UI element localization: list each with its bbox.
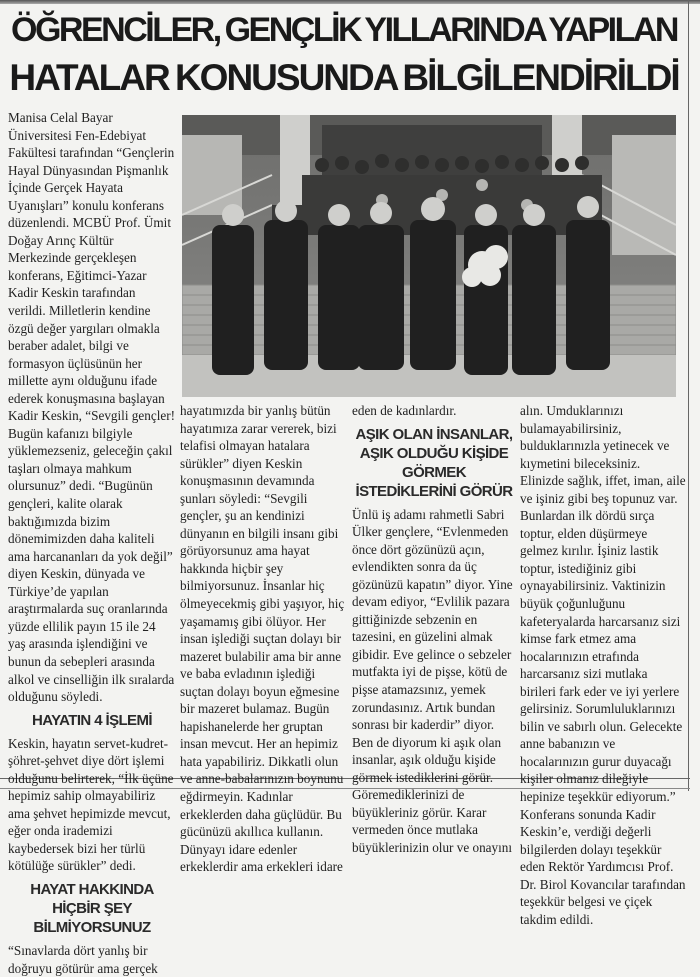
group-photo-icon [182, 115, 676, 397]
paragraph-exams: “Sınavlarda dört yanlış bir doğruyu götürür ama gerçek [8, 942, 158, 976]
headline-line-2: HATALAR KONUSUNDA BİLGİLENDİRİLDİ [9, 57, 679, 98]
article-column-2 [180, 402, 346, 876]
right-column-rule [688, 0, 689, 791]
paragraph-four-operations: Keskin, hayatın servet-kudret-şöhret-şehvet diye dört işlemi olduğunu belirterek, “İlk üçüne hepimiz sahip olmayabiliriz ama şehvet hepimizde mevcut, eğer onda irademizi kaybedersek bizi her türlü kötülüğe sürükler” dedi. [8, 735, 174, 874]
article-column-4 [520, 402, 686, 928]
paragraph-advice: alın. Umduklarınızı bulamayabilirsiniz, bulduklarınızla yetinecek ve kıymetini bileceksiniz. Elinizde sağlık, iffet, iman, aile ve işiniz gibi beş topunuz var. Bunlardan ilk dördü sırça toptur, elden düşürmeye gelmez kırılır. İşiniz lastik toptur, istediğiniz gibi oynayabilirsiniz. Vaktinizin büyük çoğunluğunu kafeteryalarda harcarsanız sizi kimse fark etmez ama hocalarınızın etrafında harcarsanız sizi mutlaka birileri fark eder ve iyi yerlere gelirsiniz. Sorumluluklarınızı bilin ve sabırlı olun. Gelecekte anne babanızın ve hocalarınızın gurur duyacağı kişiler olmanız dileğiyle hepinize teşekkür ediyorum.” [520, 403, 686, 805]
headline-line-1: ÖĞRENCİLER, GENÇLİK YILLARINDA YAPILAN [11, 11, 677, 49]
paragraph-women: eden de kadınlardır. [352, 403, 457, 418]
paragraph-sabri-ulker: Ünlü iş adamı rahmetli Sabri Ülker gençlere, “Evlenmeden önce dört gözünüzü açın, evlendikten sonra da üç gözünüzü kapatın” diyor. Yine devam ediyor, “Evlilik pazara gittiğinizde sebzenin en tazesini, en güzelini almak gibidir. Eve gelince o sebzeler mutfakta iyi de pişse, kötü de pişse atamazsınız, yemek zorundasınız. Artık bundan sonrası bir kaderdir” diyor. Ben de diyorum ki aşık olan insanlar, aşık olduğu kişide görmek istediklerini görür. Göremediklerinizi de büyükleriniz görür. Karar vermeden önce mutlaka büyüklerinizin olur ve onayını [352, 506, 513, 855]
top-border [0, 0, 700, 4]
paragraph-closing: Konferans sonunda Kadir Keskin’e, verdiği değerli bilgilerden dolayı teşekkür eden Rektör Yardımcısı Prof. Dr. Birol Kovancılar tarafından teşekkür belgesi ve çiçek takdim edildi. [520, 806, 686, 927]
subhead-hayatin-4-islemi: HAYATIN 4 İŞLEMİ [32, 711, 152, 729]
group-photo [182, 115, 676, 397]
subhead-asik-olan-insanlar: AŞIK OLAN İNSANLAR, AŞIK OLDUĞU KİŞİDE GÖRMEK İSTEDİKLERİNİ GÖRÜR [355, 425, 513, 500]
article-column-3 [352, 402, 516, 856]
headline [6, 6, 682, 102]
subhead-hayat-hakkinda: HAYAT HAKKINDA HİÇBİR ŞEY BİLMİYORSUNUZ [30, 880, 154, 936]
paragraph-keskin-speech: hayatımızda bir yanlış bütün hayatımıza zarar vererek, bizi telafisi olmayan hatalara sürükler” diyen Keskin konuşmasının devamında şunları söyledi: “Sevgili gençler, şu an kendinizi dünyanın en bilgili insanı gibi görüyorsunuz ama hayat hakkında hiçbir şey bilmiyorsunuz. İnsanlar hiç ölmeyecekmiş gibi yaşıyor, hiç yaşamamış gibi ölüyor. Her insan işlediği suçtan dolayı bir mazeret bulabilir ama bir anne ve baba evladının işlediği suçtan dolayı boyun eğmesine bir mazeret bulamaz. Bugün hapishanelerde her gruptan insan mevcut. Her an hepimiz hata yapabiliriz. Dikkatli olun ve anne-babalarınızın boynunu eğdirmeyin. Kadınlar erkeklerden daha güçlüdür. Bu gücünüzü akıllıca kullanın. Dünyayı idare edenler erkeklerdir ama erkekleri idare [180, 403, 345, 875]
article-column-1 [8, 109, 176, 977]
intro-paragraph: Manisa Celal Bayar Üniversitesi Fen-Edebiyat Fakültesi tarafından “Gençlerin Hayal Dünyasından Pişmanlık İçinde Gerçek Hayata Uyanışları” konulu konferans düzenlendi. MCBÜ Prof. Ümit Doğay Arınç Kültür Merkezinde gerçekleşen konferans, Eğitimci-Yazar Kadir Keskin tarafından verildi. Milletlerin kendine özgü değer yargıları olmakla beraber adalet, bilgi ve formasyon üçlüsünün her millette aynı olduğunu ifade ederek konuşmasına başlayan Kadir Keskin, “Sevgili gençler! Bugün kafanızı bilgiyle yüklemezseniz, geleceğin çakıl taşları olmaya mahkum olursunuz” dedi. “Bugünün gençleri, kalite olarak baktığımızda bizim dönemimizden daha kaliteli ama harcananları da yok değil” diyen Keskin, dünyada ve Türkiye’de yapılan araştırmalarda suç oranlarında yüzde ellilik payın 15 ile 24 yaş arasında işlendiğini ve bunun da sebepleri arasında alkol ve cinselliğin ilk sıralarda olduğunu söyledi. [8, 110, 175, 705]
